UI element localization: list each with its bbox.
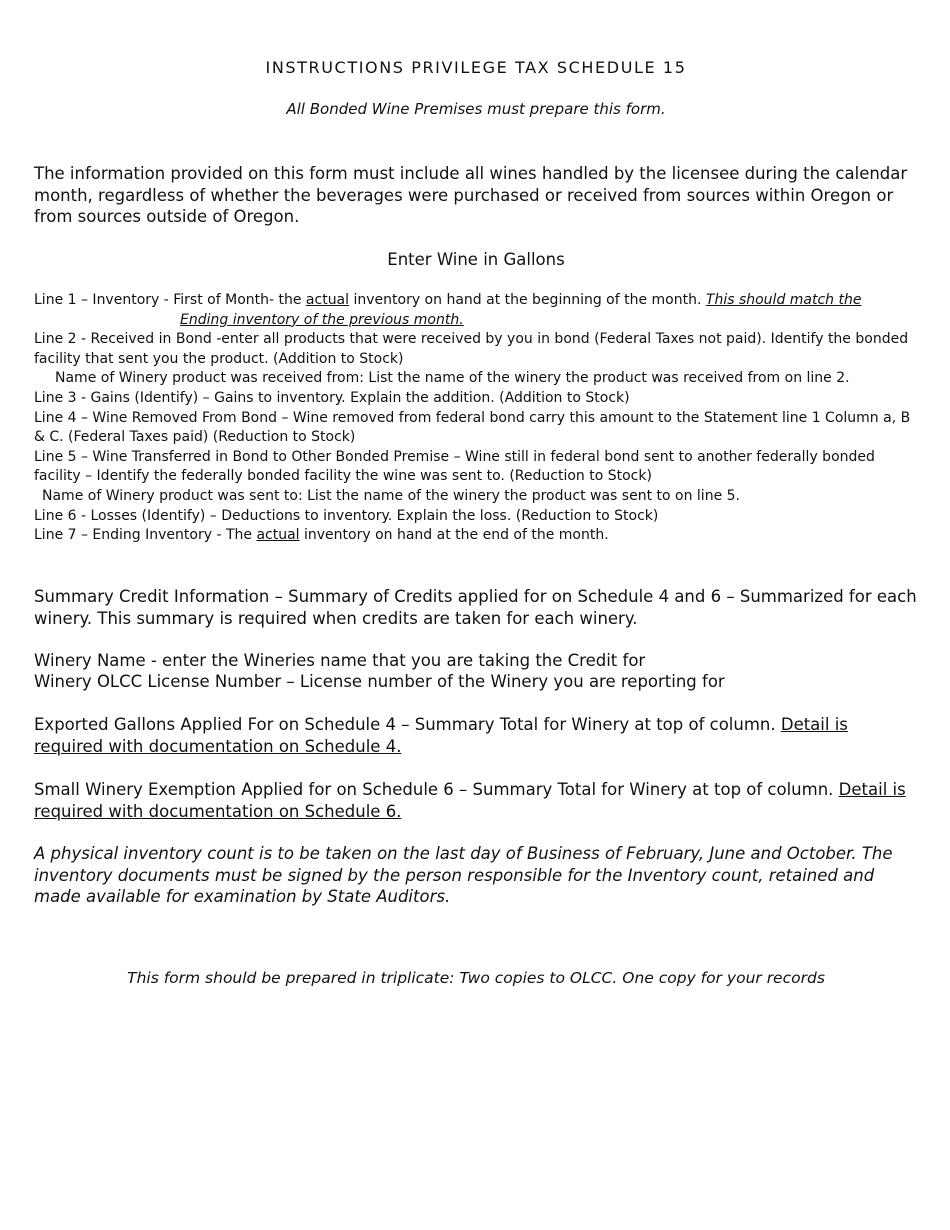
page-subtitle: All Bonded Wine Premises must prepare this form. — [286, 100, 666, 118]
line-1-text-b: inventory on hand at the beginning of the month. — [349, 292, 706, 308]
line-1-match-note: This should match the — [705, 292, 862, 308]
line-4-instruction: Line 4 – Wine Removed From Bond – Wine removed from federal bond carry this amount to the Statement line 1 Column a, B & C. (Federal Taxes paid) (Reduction to Stock) — [34, 409, 911, 446]
line-2-winery-name: Name of Winery product was received from: List the name of the winery the product was received from on line 2. — [55, 370, 850, 387]
summary-credit-paragraph: Summary Credit Information – Summary of Credits applied for on Schedule 4 and 6 – Summarized for each winery. This summary is required when credits are taken for each winery. — [34, 587, 917, 628]
line-5-winery-name: Name of Winery product was sent to: List the name of the winery the product was sent to on line 5. — [42, 487, 740, 504]
small-winery-detail: Detail is required with documentation on Schedule 6. — [34, 780, 906, 821]
physical-inventory-note: A physical inventory count is to be taken on the last day of Business of February, June and October. The inventory documents must be signed by the person responsible for the Inventory count, retained and made available for examination by State Auditors. — [34, 844, 893, 906]
line-1-text: Line 1 – Inventory - First of Month- the — [34, 292, 306, 308]
exported-gallons-text: Exported Gallons Applied For on Schedule 4 – Summary Total for Winery at top of column. — [34, 715, 781, 734]
line-1-instruction — [34, 291, 924, 311]
line-7-instruction — [34, 526, 924, 546]
line-6-instruction: Line 6 - Losses (Identify) – Deductions to inventory. Explain the loss. (Reduction to Stock) — [34, 507, 659, 524]
exported-gallons-detail: Detail is required with documentation on Schedule 4. — [34, 715, 848, 756]
line-2-instruction: Line 2 - Received in Bond -enter all products that were received by you in bond (Federal Taxes not paid). Identify the bonded facility that sent you the product. (Addition to Stock) — [34, 331, 909, 367]
line-7-text-b: inventory on hand at the end of the month. — [299, 527, 609, 544]
small-winery-text: Small Winery Exemption Applied for on Schedule 6 – Summary Total for Winery at top of column. — [34, 780, 839, 799]
line-1-match-note-cont — [34, 311, 924, 331]
winery-name-instruction: Winery Name - enter the Wineries name that you are taking the Credit for — [34, 651, 646, 670]
triplicate-footer-note: This form should be prepared in triplicate: Two copies to OLCC. One copy for your records — [127, 969, 825, 987]
units-heading: Enter Wine in Gallons — [387, 250, 565, 269]
line-7-actual: actual — [256, 527, 300, 544]
line-1-actual: actual — [305, 292, 350, 308]
intro-paragraph: The information provided on this form must include all wines handled by the licensee during the calendar month, regardless of whether the beverages were purchased or received from sources within Oregon or from sources outside of Oregon. — [34, 164, 908, 226]
line-instructions — [34, 291, 924, 546]
line-3-instruction: Line 3 - Gains (Identify) – Gains to inventory. Explain the addition. (Addition to Stock) — [34, 389, 630, 406]
page-title: INSTRUCTIONS PRIVILEGE TAX SCHEDULE 15 — [265, 58, 687, 77]
exported-gallons-paragraph — [34, 714, 918, 757]
line-5-instruction: Line 5 – Wine Transferred in Bond to Other Bonded Premise – Wine still in federal bond sent to another federally bonded facility – Identify the federally bonded facility the wine was sent to. (Reduction to Stock) — [34, 448, 875, 485]
line-7-text: Line 7 – Ending Inventory - The — [34, 527, 257, 544]
small-winery-paragraph — [34, 779, 918, 822]
line-1-match-note-2: Ending inventory of the previous month. — [180, 311, 464, 328]
winery-license-instruction: Winery OLCC License Number – License number of the Winery you are reporting for — [34, 672, 725, 691]
